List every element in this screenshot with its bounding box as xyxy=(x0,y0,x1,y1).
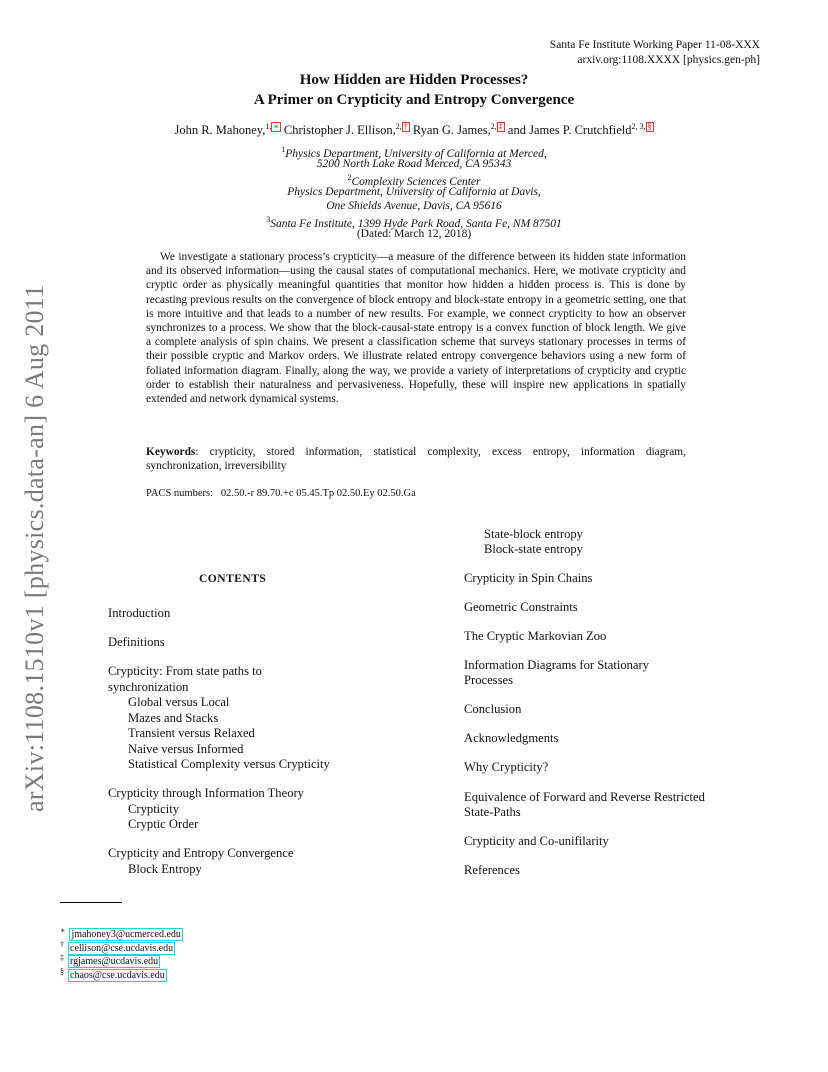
toc-entry-title[interactable]: Cryptic Order xyxy=(128,817,199,831)
toc-entry-title[interactable]: Crypticity and Co-unifilarity xyxy=(464,834,609,848)
toc-entry-title[interactable]: Acknowledgments xyxy=(464,731,559,745)
email-link[interactable]: jmahoney3@ucmerced.edu xyxy=(71,929,181,941)
toc-entry-title[interactable]: Block Entropy xyxy=(128,862,202,876)
toc-entry-title[interactable]: Crypticity and Entropy Convergence xyxy=(108,846,294,860)
footnote-link[interactable]: § xyxy=(647,122,652,131)
toc-entry-title[interactable]: Statistical Complexity versus Crypticity xyxy=(128,757,330,771)
footnote-mark: ∗ xyxy=(60,926,66,935)
toc-entry-title[interactable]: Equivalence of Forward and Reverse Restricted xyxy=(464,790,705,804)
affiliation-text: Physics Department, University of California at Merced, xyxy=(285,147,547,160)
footnote-link[interactable]: ‡ xyxy=(498,122,503,131)
author-james: Ryan G. James, xyxy=(412,123,491,138)
toc-entry-title[interactable]: Information Diagrams for Stationary xyxy=(464,658,650,672)
paper-title-line1: How Hidden are Hidden Processes? xyxy=(299,72,529,88)
toc-entry-title[interactable]: Crypticity xyxy=(128,802,180,816)
toc-entry-title[interactable]: Transient versus Relaxed xyxy=(128,726,255,740)
author-ellison: Christopher J. Ellison, xyxy=(283,123,396,138)
toc-entry-title[interactable]: synchronization xyxy=(108,680,189,694)
email-link[interactable]: chaos@cse.ucdavis.edu xyxy=(70,969,165,981)
affiliation-text: Santa Fe Institute, 1399 Hyde Park Road, Santa Fe, NM 87501 xyxy=(270,217,562,230)
affiliation-line: 5200 North Lake Road Merced, CA 95343 xyxy=(316,158,512,170)
author-crutchfield: and James P. Crutchfield xyxy=(507,123,632,138)
toc-entry-title[interactable]: Crypticity through Information Theory xyxy=(108,786,304,800)
toc-entry-title[interactable]: Definitions xyxy=(108,635,165,649)
keywords-text: : crypticity, stored information, statistical complexity, excess entropy, information diagram, synchronization, irreversibility xyxy=(146,446,686,473)
toc-entry-title[interactable]: Mazes and Stacks xyxy=(128,711,219,725)
toc-entry-title[interactable]: References xyxy=(464,863,520,877)
toc-entry-title[interactable]: Conclusion xyxy=(464,702,522,716)
affil-sup: 2 xyxy=(347,173,352,182)
header-working-paper: Santa Fe Institute Working Paper 11-08-XXX xyxy=(549,39,760,51)
affil-sup: 2, 3, xyxy=(631,122,646,131)
toc-entry-title[interactable]: Crypticity in Spin Chains xyxy=(464,571,593,585)
affiliation-text: Complexity Sciences Center xyxy=(351,175,481,188)
toc-entry-title[interactable]: Introduction xyxy=(108,606,171,620)
footnote-mark: † xyxy=(60,939,64,949)
affil-sup: 1 xyxy=(281,145,286,154)
footnote-link[interactable]: † xyxy=(403,122,408,131)
toc-entry-title[interactable]: Processes xyxy=(464,673,513,687)
email-link[interactable]: rgjames@ucdavis.edu xyxy=(70,956,159,968)
toc-entry-title[interactable]: State-block entropy xyxy=(484,527,583,541)
footnote-mark: § xyxy=(60,966,64,976)
toc-entry-title[interactable]: Why Crypticity? xyxy=(464,760,549,774)
toc-entry-title[interactable]: Crypticity: From state paths to xyxy=(108,664,262,678)
toc-entry-title[interactable]: Block-state entropy xyxy=(484,542,583,556)
toc-entry-title[interactable]: State-Paths xyxy=(464,805,521,819)
affiliation-line: Physics Department, University of California at Davis, xyxy=(287,186,541,198)
abstract: We investigate a stationary process’s crypticity—a measure of the difference between its hidden state information and its observed information—using the causal states of computational mechanics. Here, we motivate crypticity and cryptic order as physically meaningful quantities that monitor how hidden a hidden process is. This is done by recasting previous results on the convergence of block entropy and block-state entropy in a geometric setting, one that is more intuitive and that leads to a number of new results. For example, we connect crypticity to how an observer synchronizes to a process. We show that the block-causal-state entropy is a convex function of block length. We give a complete analysis of spin chains. We present a classification scheme that surveys stationary processes in terms of their possible cryptic and Markov orders. We illustrate related entropy convergence behaviors using a new form of foliated information diagram. Finally, along the way, we provide a variety of interpretations of crypticity and cryptic order to establish their naturalness and pervasiveness. Hopefully, these will inspire new applications in spatially extended and network dynamical systems. xyxy=(146,251,686,406)
affil-sup: 2, xyxy=(490,122,497,131)
date-line: (Dated: March 12, 2018) xyxy=(356,228,472,240)
pacs-numbers: PACS numbers: 02.50.-r 89.70.+c 05.45.Tp 02.50.Ey 02.50.Ga xyxy=(146,488,416,499)
toc-entry-title[interactable]: Global versus Local xyxy=(128,695,230,709)
toc-entry-title[interactable]: Naive versus Informed xyxy=(128,742,244,756)
paper-title-line2: A Primer on Crypticity and Entropy Convergence xyxy=(253,92,575,108)
header-arxiv-id: arxiv.org:1108.XXXX [physics.gen-ph] xyxy=(577,54,760,66)
footnote-mark: ‡ xyxy=(60,953,64,962)
footnote-item xyxy=(60,965,167,983)
arxiv-sidebar-stamp: arXiv:1108.1510v1 [physics.data-an] 6 Aug 2011 xyxy=(20,284,49,812)
keywords xyxy=(146,445,686,473)
keywords-label: Keywords xyxy=(146,446,196,458)
affiliation-line: One Shields Avenue, Davis, CA 95616 xyxy=(326,200,502,212)
contents-heading: CONTENTS xyxy=(199,573,267,585)
toc-entry-title[interactable]: The Cryptic Markovian Zoo xyxy=(464,629,607,643)
footnote-link[interactable]: ∗ xyxy=(273,122,279,131)
author-list xyxy=(0,122,828,138)
affil-sup: 2, xyxy=(395,122,402,131)
affil-sup: 1, xyxy=(265,122,272,131)
affil-sup: 3 xyxy=(266,215,271,224)
email-link[interactable]: cellison@cse.ucdavis.edu xyxy=(70,942,174,954)
author-mahoney: John R. Mahoney, xyxy=(174,123,266,138)
toc-entry-title[interactable]: Geometric Constraints xyxy=(464,600,578,614)
footnote-rule xyxy=(60,902,122,903)
